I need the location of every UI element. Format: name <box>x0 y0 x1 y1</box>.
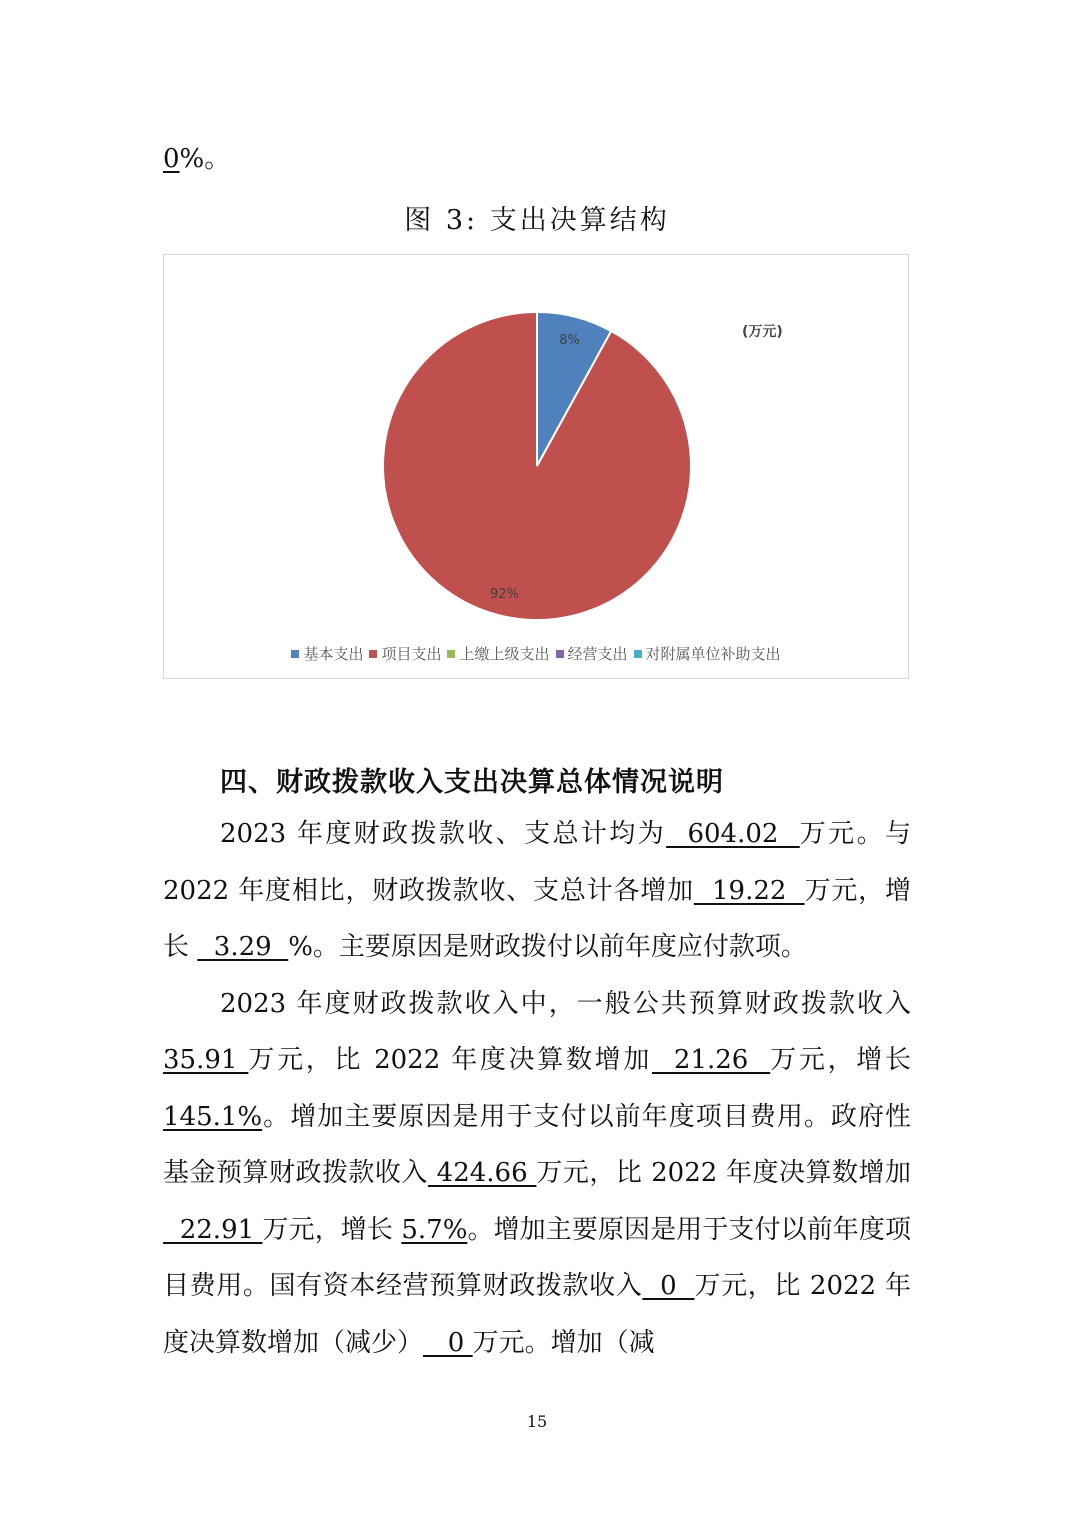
underlined-value: 5.7% <box>401 1214 468 1245</box>
legend-item <box>556 643 628 664</box>
legend-item <box>369 643 441 664</box>
legend-item <box>291 643 363 664</box>
underlined-value: 22.91 <box>163 1214 263 1245</box>
pie-data-label: 92% <box>489 586 519 602</box>
text-segment: 万元，增长 <box>262 1214 402 1245</box>
text-segment: 2023 年度财政拨款收入中，一般公共预算财政拨款收入 <box>220 988 911 1019</box>
body-text <box>163 806 911 1371</box>
page-number: 15 <box>526 1412 548 1431</box>
legend-label: 经营支出 <box>567 645 628 663</box>
unit-label: (万元) <box>742 324 783 340</box>
pie-slice-1 <box>383 312 691 620</box>
pie-chart <box>163 254 909 679</box>
text-segment: 万元。与 2022 年度相比，财政拨款收、支总计各增加 <box>163 819 911 906</box>
underlined-value: 0 <box>423 1327 473 1358</box>
underlined-value: 0 <box>642 1271 695 1301</box>
underlined-value: 3.29 <box>197 932 289 962</box>
percent-suffix: %。 <box>179 144 231 174</box>
section-heading: 四、财政拨款收入支出决算总体情况说明 <box>220 767 724 798</box>
underlined-value: 19.22 <box>693 875 805 906</box>
underlined-value: 21.26 <box>652 1045 771 1075</box>
legend-item <box>634 643 781 664</box>
legend-swatch <box>291 650 299 658</box>
text-segment: %。主要原因是财政拨付以前年度应付款项。 <box>288 932 807 962</box>
text-segment: 万元，增长 <box>770 1045 911 1075</box>
text-segment: 万元，比 2022 年度决算数增加 <box>536 1158 911 1188</box>
text-segment: 万元，比 2022 年度决算数增加（减少） <box>163 1271 911 1358</box>
text-segment: 。增加主要原因是用于支付以前年度项目费用。政府性基金预算财政拨款收入 <box>163 1101 911 1188</box>
legend-swatch <box>369 650 377 658</box>
text-segment: 万元，比 2022 年度决算数增加 <box>248 1045 652 1075</box>
figure-title: 图 3: 支出决算结构 <box>404 205 670 236</box>
legend-swatch <box>634 650 642 658</box>
legend-label: 基本支出 <box>303 645 364 663</box>
text-segment: 。增加主要原因是用于支付以前年度项目费用。国有资本经营预算财政拨款收入 <box>163 1214 911 1301</box>
underlined-value: 35.91 <box>163 1045 249 1075</box>
text-segment: 万元。增加（减 <box>472 1327 655 1358</box>
text-segment: 2023 年度财政拨款收、支总计均为 <box>220 819 667 849</box>
paragraph-totals <box>163 806 911 976</box>
legend-label: 上缴上级支出 <box>459 645 550 663</box>
legend-swatch <box>447 650 455 658</box>
underlined-value: 145.1% <box>163 1101 263 1132</box>
legend-swatch <box>556 650 564 658</box>
pie-data-label: 8% <box>559 333 580 349</box>
underlined-value: 424.66 <box>427 1158 537 1188</box>
text-segment: 万元，增长 <box>163 875 911 962</box>
legend-item <box>447 643 549 664</box>
chart-legend <box>164 643 908 664</box>
underlined-value: 0 <box>163 144 180 174</box>
pie-chart-canvas <box>164 255 910 680</box>
paragraph-income <box>163 976 911 1372</box>
legend-label: 对附属单位补助支出 <box>645 645 781 663</box>
continued-text <box>163 143 230 175</box>
legend-label: 项目支出 <box>381 645 442 663</box>
underlined-value: 604.02 <box>666 819 800 849</box>
